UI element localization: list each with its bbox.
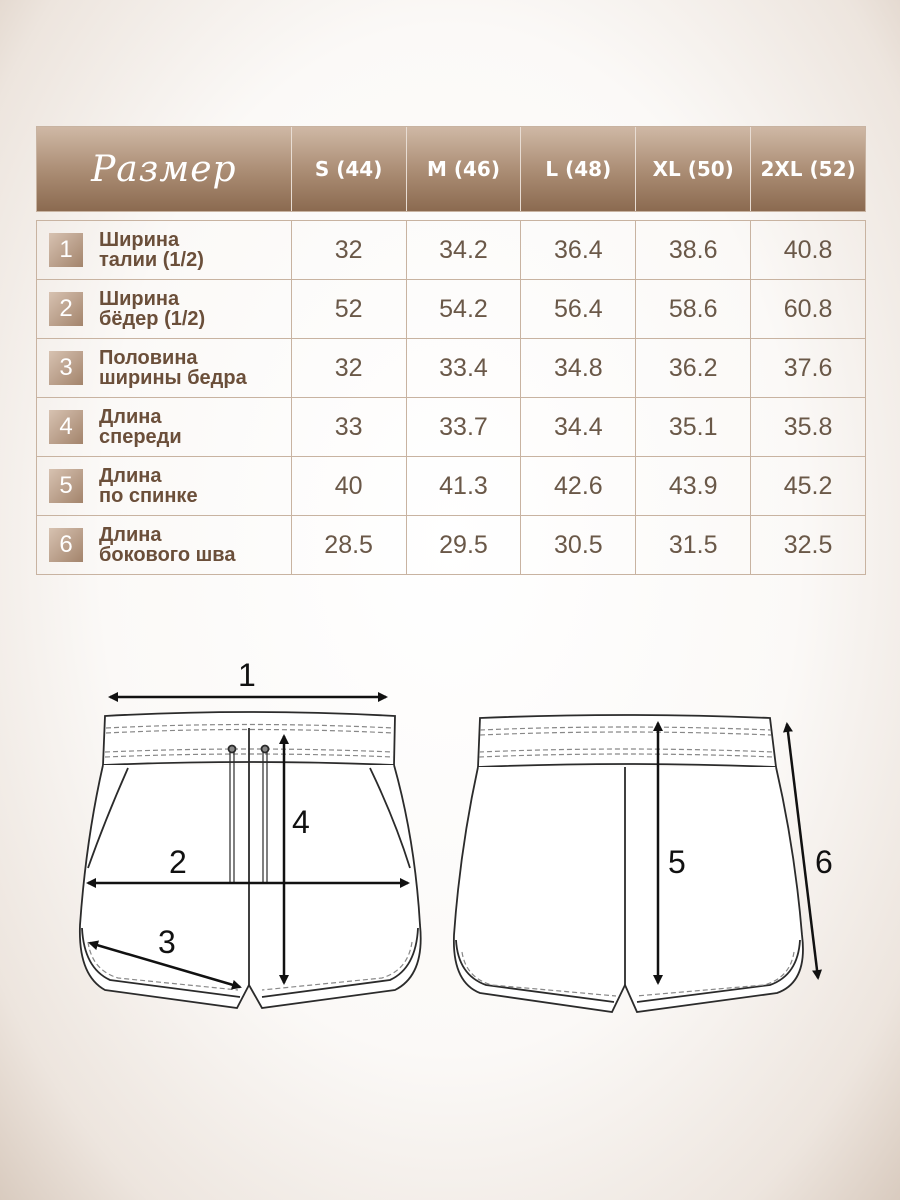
value-cell: 32 xyxy=(291,221,406,279)
value-cell: 56.4 xyxy=(520,280,635,338)
measurements-table xyxy=(36,220,866,575)
value-cell: 54.2 xyxy=(406,280,521,338)
row-label-cell xyxy=(37,457,291,515)
shorts-measurement-diagram xyxy=(0,640,900,1040)
diagram-label-5: 5 xyxy=(668,844,686,880)
value-cell: 40.8 xyxy=(750,221,865,279)
table-row xyxy=(37,279,865,338)
diagram-label-3: 3 xyxy=(158,924,176,960)
value-cell: 36.4 xyxy=(520,221,635,279)
value-cell: 33.4 xyxy=(406,339,521,397)
row-label: Ширина бёдер (1/2) xyxy=(99,288,206,330)
size-header-l: L (48) xyxy=(520,127,635,211)
value-cell: 32.5 xyxy=(750,516,865,574)
row-number-badge: 2 xyxy=(49,292,83,326)
table-row xyxy=(37,397,865,456)
row-number-badge: 3 xyxy=(49,351,83,385)
value-cell: 33 xyxy=(291,398,406,456)
value-cell: 32 xyxy=(291,339,406,397)
value-cell: 34.2 xyxy=(406,221,521,279)
value-cell: 52 xyxy=(291,280,406,338)
value-cell: 45.2 xyxy=(750,457,865,515)
diagram-label-2: 2 xyxy=(169,844,187,880)
size-header-m: M (46) xyxy=(406,127,521,211)
row-label: Половина ширины бедра xyxy=(99,347,247,389)
value-cell: 58.6 xyxy=(635,280,750,338)
value-cell: 31.5 xyxy=(635,516,750,574)
diagram-label-1: 1 xyxy=(238,657,256,693)
table-row xyxy=(37,338,865,397)
size-header-xl: XL (50) xyxy=(635,127,750,211)
row-label-cell xyxy=(37,516,291,574)
value-cell: 34.8 xyxy=(520,339,635,397)
back-shorts-drawing xyxy=(454,715,803,1012)
row-number-badge: 5 xyxy=(49,469,83,503)
size-header-row xyxy=(36,126,866,212)
row-label-cell xyxy=(37,398,291,456)
value-cell: 30.5 xyxy=(520,516,635,574)
table-title: Размер xyxy=(37,127,291,211)
value-cell: 29.5 xyxy=(406,516,521,574)
value-cell: 37.6 xyxy=(750,339,865,397)
value-cell: 43.9 xyxy=(635,457,750,515)
row-label-cell xyxy=(37,339,291,397)
row-number-badge: 4 xyxy=(49,410,83,444)
value-cell: 40 xyxy=(291,457,406,515)
diagram-label-4: 4 xyxy=(292,804,310,840)
size-header-2xl: 2XL (52) xyxy=(750,127,865,211)
table-row xyxy=(37,515,865,574)
table-row xyxy=(37,456,865,515)
row-label: Длина спереди xyxy=(99,406,182,448)
table-row xyxy=(37,221,865,279)
value-cell: 34.4 xyxy=(520,398,635,456)
row-number-badge: 1 xyxy=(49,233,83,267)
row-label: Ширина талии (1/2) xyxy=(99,229,204,271)
value-cell: 41.3 xyxy=(406,457,521,515)
size-header-s: S (44) xyxy=(291,127,406,211)
value-cell: 35.8 xyxy=(750,398,865,456)
value-cell: 36.2 xyxy=(635,339,750,397)
value-cell: 35.1 xyxy=(635,398,750,456)
value-cell: 33.7 xyxy=(406,398,521,456)
row-label-cell xyxy=(37,280,291,338)
value-cell: 42.6 xyxy=(520,457,635,515)
value-cell: 28.5 xyxy=(291,516,406,574)
value-cell: 38.6 xyxy=(635,221,750,279)
value-cell: 60.8 xyxy=(750,280,865,338)
row-number-badge: 6 xyxy=(49,528,83,562)
row-label: Длина бокового шва xyxy=(99,524,236,566)
row-label-cell xyxy=(37,221,291,279)
diagram-label-6: 6 xyxy=(815,844,833,880)
front-shorts-drawing xyxy=(80,712,421,1008)
row-label: Длина по спинке xyxy=(99,465,198,507)
